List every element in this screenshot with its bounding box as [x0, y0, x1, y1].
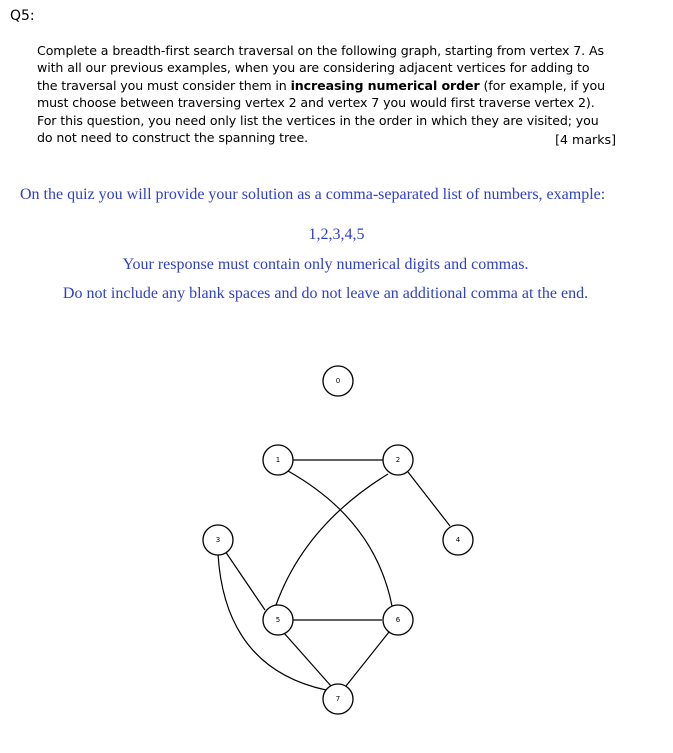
vertex-1 [263, 445, 293, 475]
svg-text:2: 2 [395, 456, 401, 464]
edge-6-7 [346, 632, 389, 686]
question-line-3: the traversal you must consider them in increasing numerical order (for example, if you [37, 77, 606, 93]
vertex-0 [323, 366, 353, 396]
edge-2-5 [276, 474, 388, 605]
edges [215, 460, 450, 690]
question-line-6: do not need to construct the spanning tree. [37, 130, 309, 146]
edge-3-5 [225, 551, 265, 610]
question-line-2: with all our previous examples, when you are considering adjacent vertices for adding to [37, 60, 590, 76]
vertex-6 [383, 605, 413, 635]
instruction-line-2: Your response must contain only numerical digits and commas. [122, 256, 529, 273]
vertex-3 [203, 525, 233, 555]
question-line-1: Complete a breadth-first search traversal on the following graph, starting from vertex 7. As [37, 43, 604, 58]
vertices [203, 366, 473, 714]
vertex-5 [263, 605, 293, 635]
instruction-line-3: Do not include any blank spaces and do not leave an additional comma at the end. [62, 285, 589, 302]
svg-text:0: 0 [335, 377, 341, 385]
question-line-4: must choose between traversing vertex 2 and vertex 7 you would first traverse vertex 2). [37, 95, 595, 111]
svg-text:5: 5 [275, 616, 281, 624]
marks-label: [4 marks] [555, 132, 616, 147]
instruction-line-1: On the quiz you will provide your solution as a comma-separated list of numbers, example: [20, 186, 606, 203]
svg-text:7: 7 [335, 695, 341, 703]
vertex-2 [383, 445, 413, 475]
edge-1-6 [288, 471, 392, 606]
question-line-5: For this question, you need only list the vertices in the order in which they are visited; you [37, 112, 599, 128]
vertex-7 [323, 684, 353, 714]
question-number: Q5: [10, 8, 35, 24]
edge-2-4 [408, 472, 450, 526]
emphasis-increasing-order: increasing numerical order [290, 77, 480, 93]
svg-text:6: 6 [395, 616, 401, 624]
vertex-4 [443, 525, 473, 555]
svg-text:3: 3 [215, 536, 221, 544]
svg-text:4: 4 [455, 536, 461, 544]
example-answer: 1,2,3,4,5 [308, 226, 365, 243]
svg-text:1: 1 [275, 456, 281, 464]
